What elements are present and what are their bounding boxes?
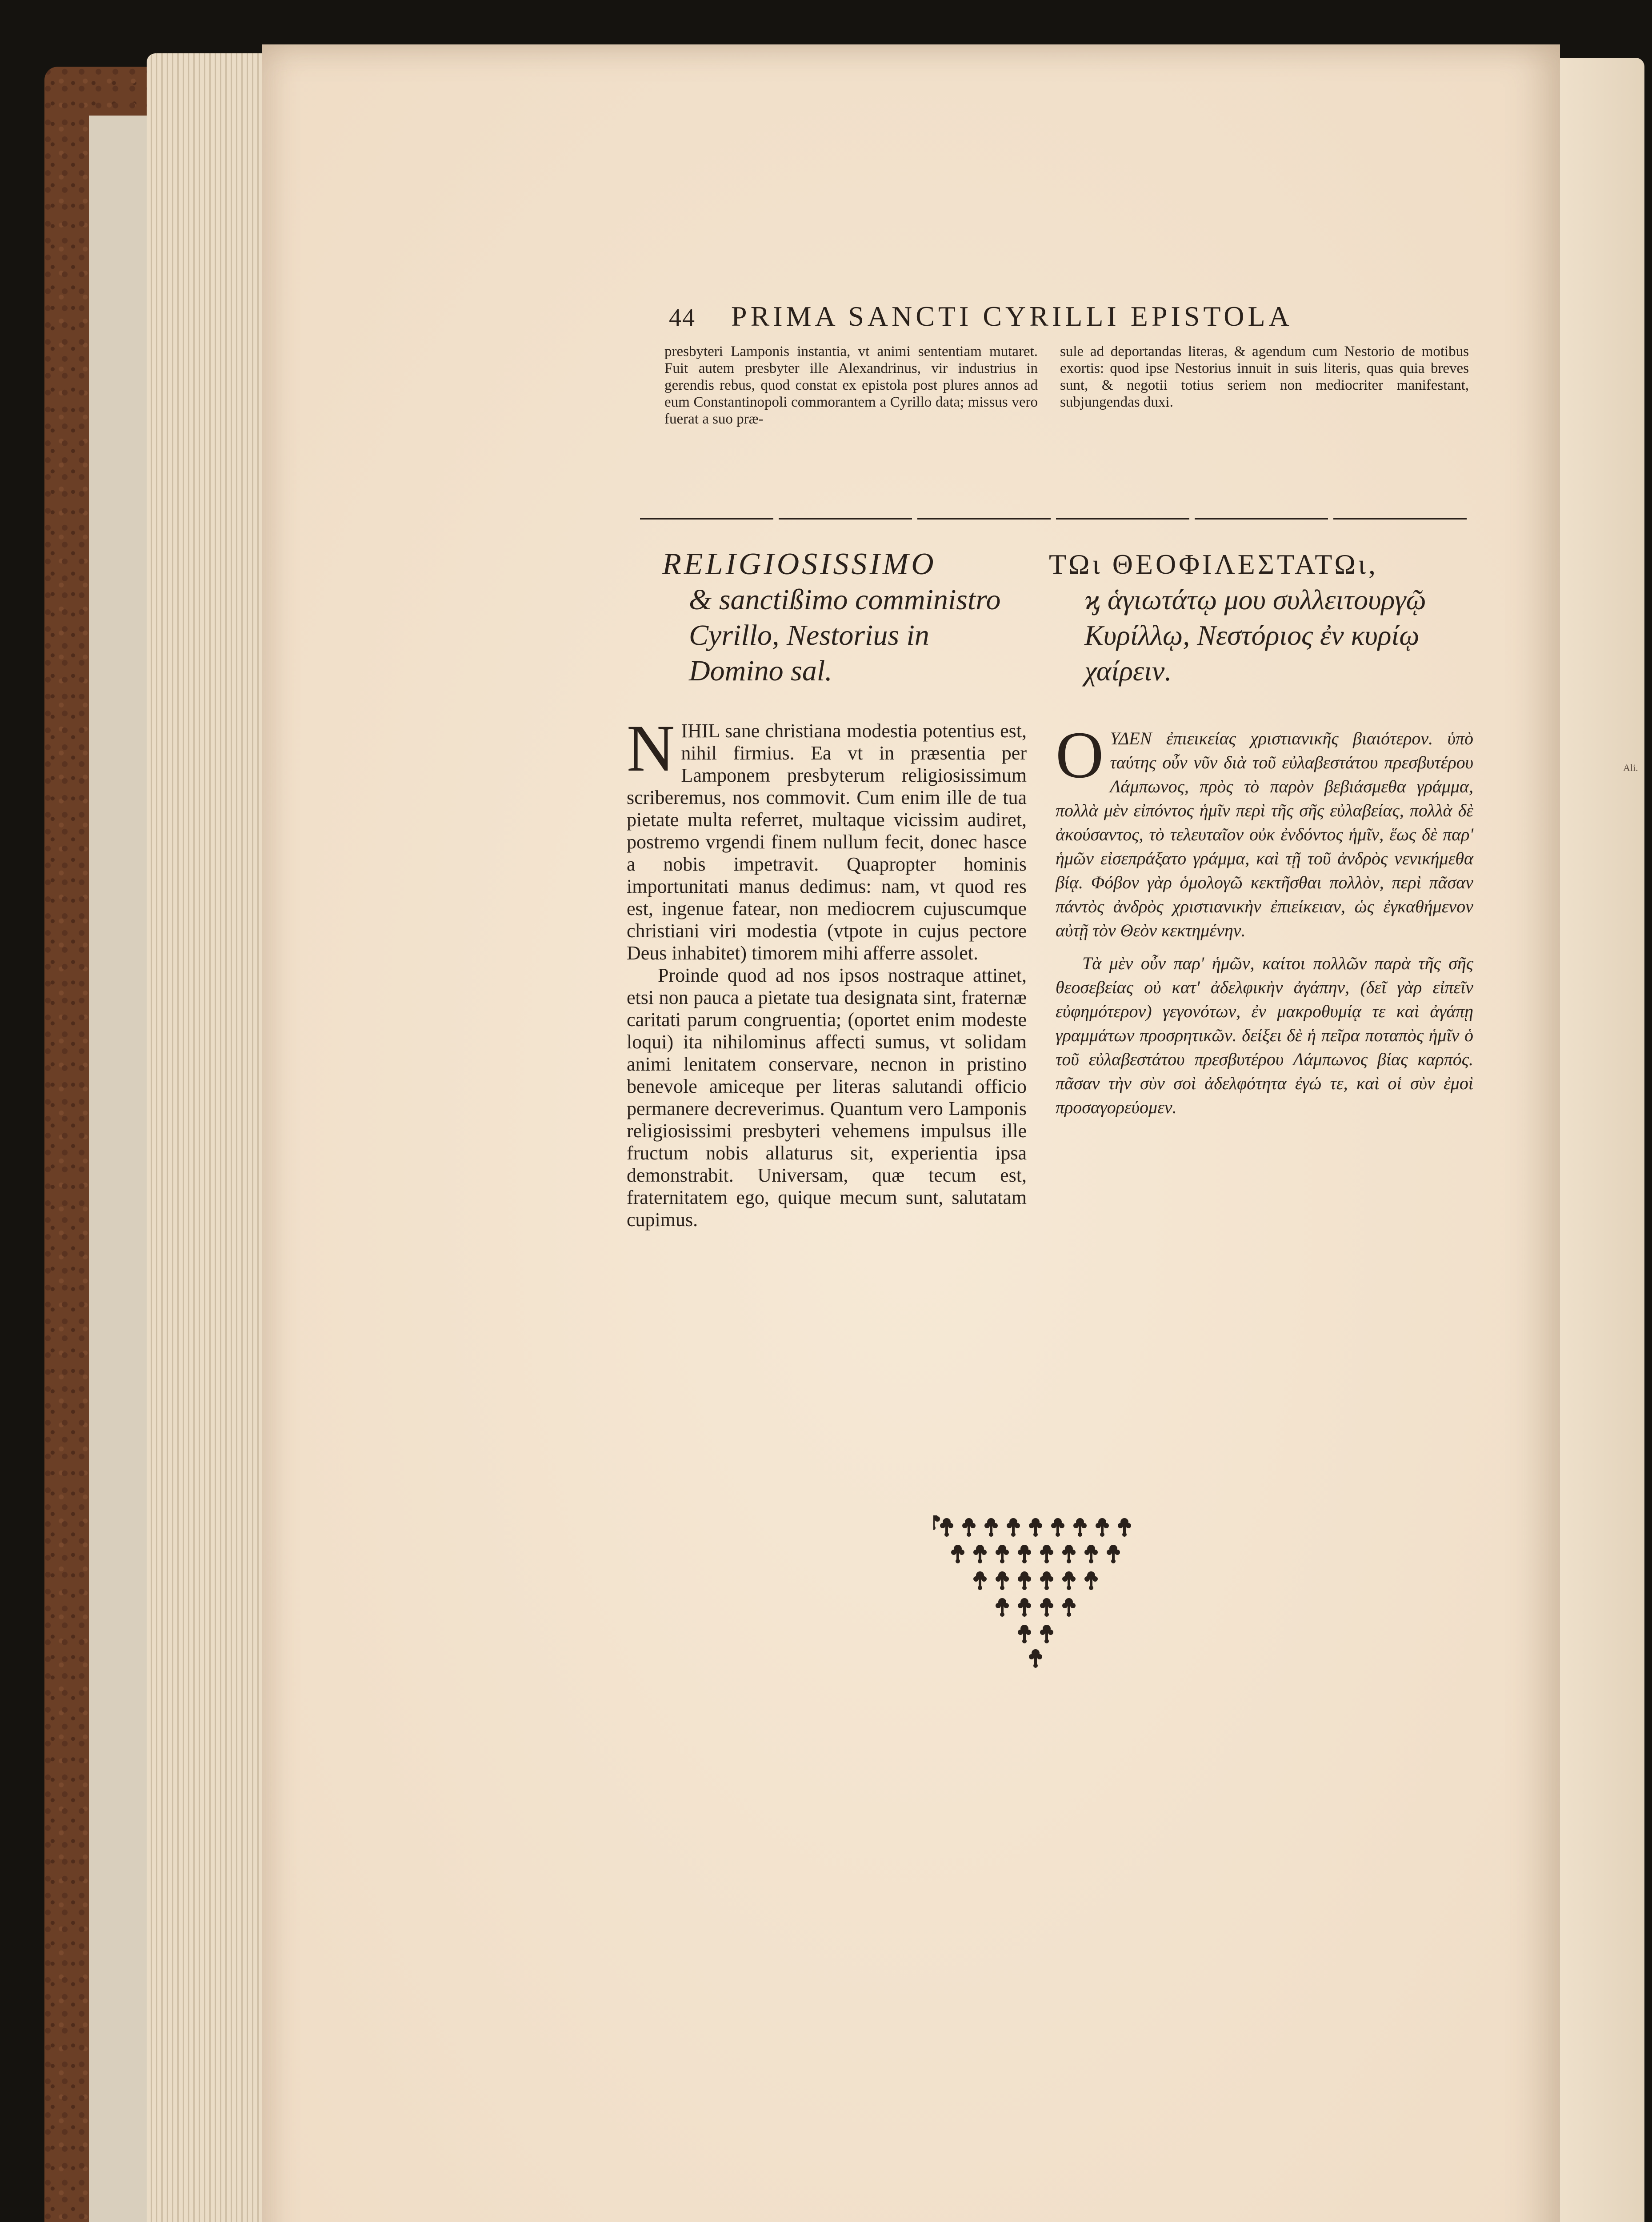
- latin-heading: [662, 547, 1031, 689]
- latin-heading-main: RELIGIOSISSIMO: [662, 547, 936, 581]
- section-rule: [640, 518, 1471, 520]
- top-note-right-text: sule ad deportandas literas, & agendum cum Nestorio de motibus exortis: quod ipse Nestorius innuit in suis literis, quas quia breves sunt, & negotii totius seriem non mediocriter manifestant, subjungendas duxi.: [1060, 344, 1469, 410]
- running-head: [669, 300, 1396, 340]
- facing-page-note: Ali.: [1623, 762, 1638, 773]
- top-note-left-text: presbyteri Lamponis instantia, vt animi sententiam mutaret. Fuit autem presbyter ille Alexandrinus, vir industrius in gerendis rebus, quod constat ex epistola post plures annos ad eum Constantinopoli commorantem a Cyrillo data; missus vero fuerat a suo præ-: [664, 344, 1038, 427]
- facing-page: [1556, 58, 1644, 2222]
- top-note-right: [1060, 343, 1469, 459]
- latin-paragraph-2: Proinde quod ad nos ipsos nostraque attinet, etsi non pauca a pietate tua designata sint, fraternæ caritati parum congruentia; (oportet enim modeste loqui) ita nihilominus affecti sumus, vt solidam animi lenitatem conservare, necnon in pristino benevole amiceque per literas salutandi officio permanere decreverimus. Quantum vero Lamponis religiosissimi presbyteri vehemens impulsus ille fructum nobis allaturus sit, experientia ipsa demonstrabit. Universam, quæ tecum est, fraternitatem ego, quique mecum sunt, salutatam cupimus.: [627, 964, 1027, 1231]
- latin-heading-rest: & sanctißimo comministro Cyrillo, Nestorius in Domino sal.: [689, 583, 1001, 687]
- page-stack: [147, 53, 271, 2222]
- greek-heading: [1049, 547, 1471, 689]
- running-title: PRIMA SANCTI CYRILLI EPISTOLA: [731, 300, 1293, 332]
- greek-heading-main: ΤΩι ΘΕΟΦΙΛΕΣΤΑΤΩι,: [1049, 548, 1378, 580]
- latin-letter: [627, 711, 1027, 1231]
- greek-paragraph-1: [1056, 718, 1473, 943]
- page-number: 44: [669, 304, 696, 332]
- top-note-left: [664, 343, 1038, 472]
- fleuron-ornament-icon: [933, 1515, 1138, 1680]
- greek-heading-rest: ϗ ἁγιωτάτῳ μου συλλειτουργῷ Κυρίλλῳ, Νεστόριος ἐν κυρίῳ χαίρειν.: [1084, 584, 1426, 687]
- latin-paragraph-1: [627, 711, 1027, 964]
- greek-drop-cap: O: [1056, 718, 1104, 792]
- latin-drop-cap: N: [627, 711, 675, 785]
- greek-paragraph-1-text: ΥΔΕΝ ἐπιεικείας χριστιανικῆς βιαιότερον. ὑπὸ ταύτης οὖν νῦν διὰ τοῦ εὐλαβεστάτου πρεσβυτέρου Λάμπωνος, πρὸς τὸ παρὸν βεβιάσμεθα γράμμα, πολλὰ μὲν εἰπόντος ἡμῖν περὶ τῆς σῆς εὐλαβείας, πολλὰ δὲ ἀκούσαντος, τὸ τελευταῖον οὐκ ἐνδόντος ἡμῖν, ἕως δὲ παρ' ἡμῶν εἰσεπράξατο γράμμα, καὶ τῇ τοῦ ἀνδρὸς νενικήμεθα βίᾳ. Φόβον γὰρ ὁμολογῶ κεκτῆσθαι πολλὸν, περὶ πᾶσαν πάντὸς ἀνδρὸς χριστιανικὴν ἐπιείκειαν, ὡς ἐγκαθήμενον αὐτῇ τὸν Θεὸν κεκτημένην.: [1056, 728, 1473, 940]
- latin-paragraph-1-text: IHIL sane christiana modestia potentius est, nihil firmius. Ea vt in præsentia per Lamponem presbyterum religiosissimum scriberemus, nos commovit. Cum enim ille de tua pietate multa referret, multaque vicissim audiret, postremo vrgendi finem nullum fecit, donec hasce a nobis impetravit. Quapropter hominis importunitati manus dedimus: nam, vt quod res est, ingenue fatear, non mediocrem cujuscumque christiani viri modestia (vtpote in cujus pectore Deus inhabitet) timorem mihi afferre assolet.: [627, 720, 1027, 964]
- greek-paragraph-2: Τὰ μὲν οὖν παρ' ἡμῶν, καίτοι πολλῶν παρὰ τῆς σῆς θεοσεβείας οὐ κατ' ἀδελφικὴν ἀγάπην, (δεῖ γὰρ εἰπεῖν εὐφημότερον) γεγονότων, ἐν μακροθυμίᾳ τε καὶ ἀγάπῃ γραμμάτων προσρητικῶν. δείξει δὲ ἡ πεῖρα ποταπὸς ἡμῖν ὁ τοῦ εὐλαβεστάτου πρεσβυτέρου Λάμπωνος βίας καρπός. πᾶσαν τὴν σὺν σοὶ ἀδελφότητα ἐγώ τε, καὶ οἱ σὺν ἐμοὶ προσαγορεύομεν.: [1056, 953, 1473, 1117]
- greek-letter: [1056, 718, 1473, 1128]
